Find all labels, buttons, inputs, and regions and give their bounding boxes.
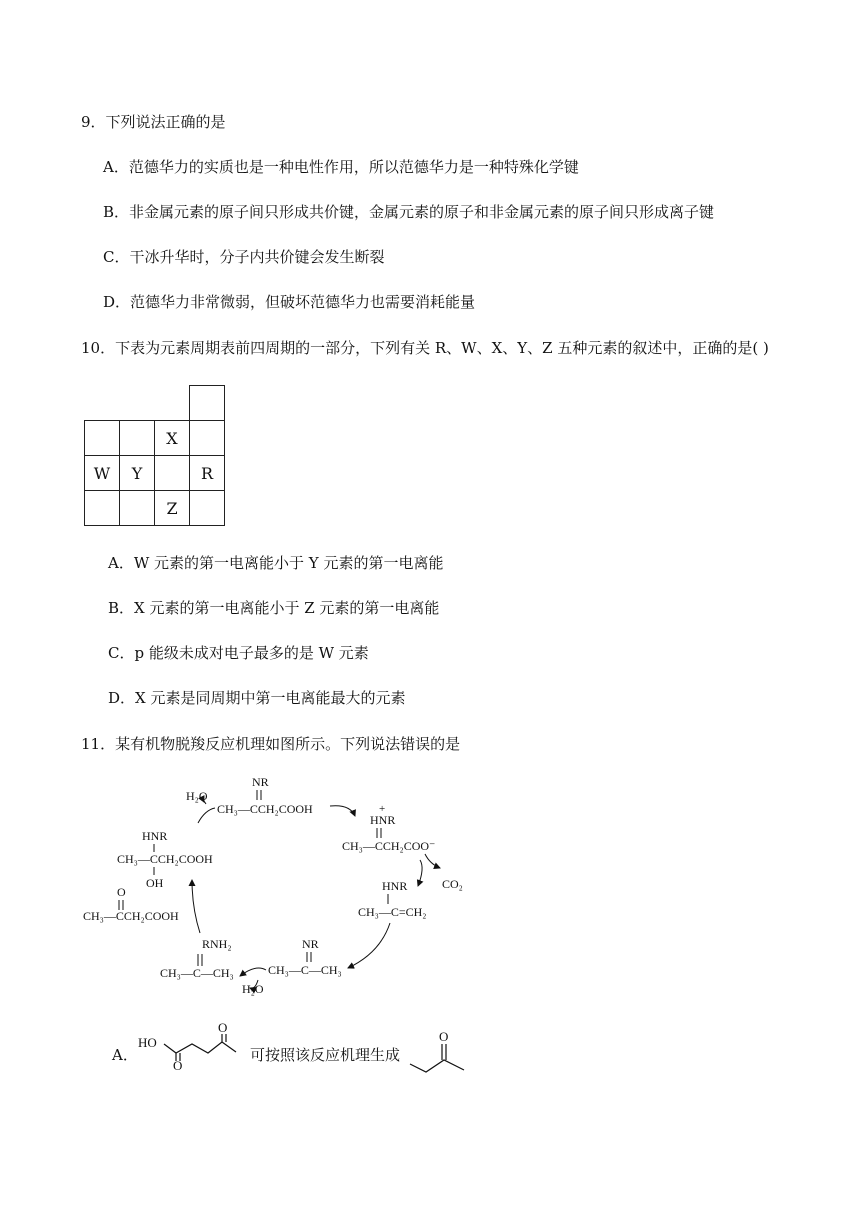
bottom-nr: NR	[302, 937, 319, 951]
levulinic-acid-structure	[138, 1020, 248, 1070]
ho-label: HO	[138, 1035, 157, 1050]
left-hnr: HNR	[142, 829, 168, 843]
q9-option-b: B．非金属元素的原子间只形成共价键，金属元素的原子和非金属元素的原子间只形成离子键	[103, 203, 715, 221]
q9-option-a: A．范德华力的实质也是一种电性作用，所以范德华力是一种特殊化学键	[103, 158, 579, 176]
right2-formula: CH₃—C=CH₂	[358, 905, 427, 919]
table-row	[85, 491, 225, 526]
table-cell-z: Z	[155, 491, 190, 526]
table-cell-r: R	[190, 456, 225, 491]
rnh2-label: RNH₂	[202, 937, 232, 951]
table-row	[85, 456, 225, 491]
co2-release-arrow	[425, 854, 440, 868]
q11-option-a-text: 可按照该反应机理生成	[250, 1046, 401, 1064]
left-keto-formula: CH₃—CCH₂COOH	[83, 909, 179, 923]
left-keto-o: O	[117, 885, 126, 899]
arrow-right-bottom	[348, 923, 390, 968]
table-row	[85, 386, 225, 421]
table-cell-x: X	[155, 421, 190, 456]
h2o-bottom-label: H₂O	[242, 982, 264, 996]
left-hnr-formula: CH₃—CCH₂COOH	[117, 852, 213, 866]
butanone-o-label: O	[439, 1029, 449, 1044]
table-cell	[120, 421, 155, 456]
bottom-formula: CH₃—C—CH₃	[268, 963, 342, 977]
table-cell	[120, 386, 155, 421]
top-nr: NR	[252, 775, 269, 789]
co2-label: CO₂	[442, 877, 463, 891]
right1-formula: CH₃—CCH₂COO⁻	[342, 839, 436, 853]
q10-option-c: C．p 能级未成对电子最多的是 W 元素	[108, 644, 369, 662]
table-cell-w: W	[85, 456, 120, 491]
q11-stem: 11．某有机物脱羧反应机理如图所示。下列说法错误的是	[81, 735, 461, 753]
table-cell	[190, 491, 225, 526]
table-cell	[155, 456, 190, 491]
arrow-right-down	[418, 860, 422, 886]
acid-o-label: O	[173, 1058, 183, 1070]
right1-hnr: HNR	[370, 813, 396, 827]
table-cell-y: Y	[120, 456, 155, 491]
table-cell	[85, 386, 120, 421]
table-row	[85, 421, 225, 456]
q10-stem: 10．下表为元素周期表前四周期的一部分，下列有关 R、W、X、Y、Z 五种元素的叙述中，正确的是( )	[81, 339, 769, 357]
q9-option-d: D．范德华力非常微弱，但破坏范德华力也需要消耗能量	[103, 293, 476, 311]
right2-hnr: HNR	[382, 879, 408, 893]
table-cell	[155, 386, 190, 421]
ketone-o-label: O	[218, 1020, 228, 1035]
q10-option-d: D．X 元素是同周期中第一电离能最大的元素	[108, 689, 406, 707]
table-cell	[85, 491, 120, 526]
arrow-to-top	[198, 808, 215, 823]
q11-option-a-prefix: A．	[112, 1046, 138, 1064]
top-formula: CH₃—CCH₂COOH	[217, 802, 313, 816]
arrow-left-up	[192, 880, 200, 933]
q9-option-c: C．干冰升华时，分子内共价键会发生断裂	[103, 248, 385, 266]
table-cell	[120, 491, 155, 526]
periodic-table-fragment	[84, 385, 225, 526]
q10-option-b: B．X 元素的第一电离能小于 Z 元素的第一电离能	[108, 599, 440, 617]
arrow-top-right	[330, 806, 355, 816]
q9-stem: 9．下列说法正确的是	[81, 113, 226, 131]
table-cell	[190, 421, 225, 456]
acetone-formula: CH₃—C—CH₃	[160, 966, 234, 980]
table-cell	[190, 386, 225, 421]
table-cell	[85, 421, 120, 456]
arrow-bottom-left	[240, 968, 266, 976]
q10-option-a: A．W 元素的第一电离能小于 Y 元素的第一电离能	[108, 554, 444, 572]
h2o-top-label: H₂O	[186, 789, 208, 803]
decarboxylation-mechanism-diagram	[80, 768, 480, 1008]
plus-sign: +	[379, 803, 386, 815]
left-oh: OH	[146, 876, 164, 890]
butanone-structure	[408, 1028, 472, 1074]
